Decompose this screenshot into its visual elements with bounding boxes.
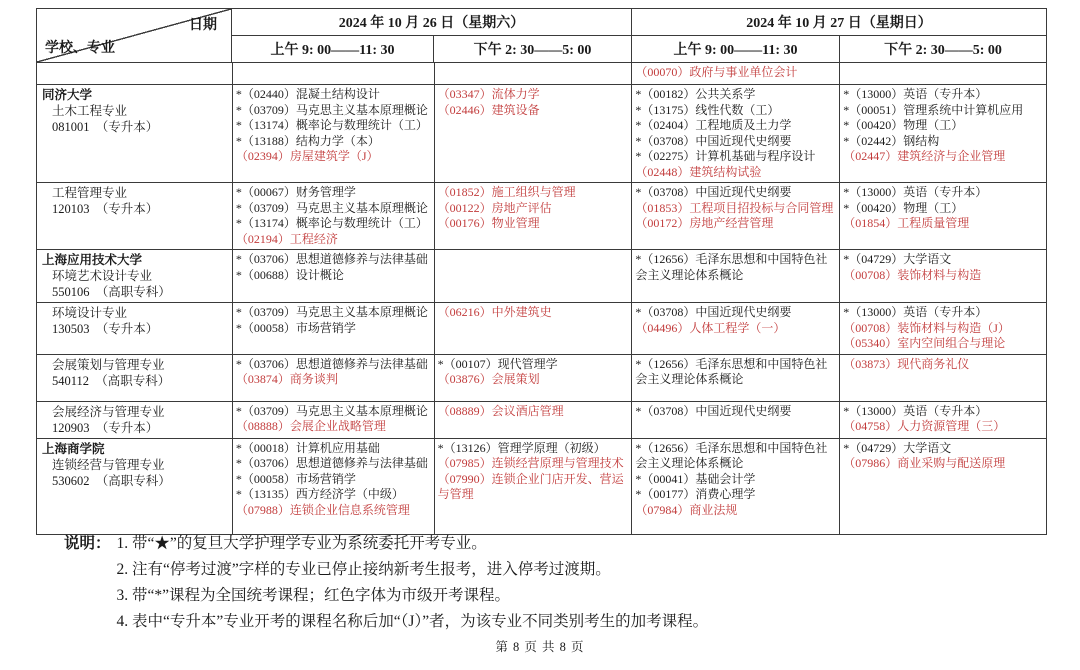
text-line: 130503 （专升本） <box>52 322 159 336</box>
date-sunday: 2024 年 10 月 27 日（星期日） <box>632 9 1047 36</box>
notes-items <box>117 531 709 635</box>
text-line: （00708）装饰材料与构造（J） <box>843 320 1010 335</box>
text-line: *（03706）思想道德修养与法律基础 <box>235 456 428 470</box>
text-line: （02394）房屋建筑学（J） <box>235 149 379 163</box>
courses-sat-pm <box>435 85 633 183</box>
school-cell <box>37 250 233 303</box>
text-line: *（13174）概率论与数理统计（工） <box>235 118 428 132</box>
text-line: （07988）连锁企业信息系统管理 <box>235 502 410 517</box>
text-line: （02448）建筑结构试验 <box>635 164 762 179</box>
text-line: *（13126）管理学原理（初级） <box>437 440 606 455</box>
text-line: （05340）室内空间组合与理论 <box>843 336 1006 350</box>
text-line: 会展经济与管理专业 <box>52 404 165 419</box>
text-line: 530602 （高职专科） <box>52 473 171 488</box>
school-cell <box>37 439 233 535</box>
text-line: （02446）建筑设备 <box>437 102 540 117</box>
header-right <box>232 9 1047 63</box>
text-line: 会展策划与管理专业 <box>52 357 165 372</box>
text-line: （03873）现代商务礼仪 <box>843 356 970 371</box>
courses-sun-pm <box>840 63 1047 85</box>
text-line: *（02275）计算机基础与程序设计 <box>635 149 816 163</box>
text-line: *（00018）计算机应用基础 <box>235 440 380 455</box>
courses-sat-pm <box>435 183 633 250</box>
text-line: *（03709）马克思主义基本原理概论 <box>235 403 428 418</box>
text-line: （07986）商业采购与配送原理 <box>843 456 1006 470</box>
text-line: （07990）连锁企业门店开发、营运与管理 <box>437 471 624 501</box>
text-line: *（03708）中国近现代史纲要 <box>635 305 792 319</box>
text-line: *（03708）中国近现代史纲要 <box>635 185 792 199</box>
courses-sun-pm <box>840 402 1047 439</box>
text-line: （03876）会展策划 <box>437 372 540 386</box>
note-item: 2. 注有“停考过渡”字样的专业已停止接纳新考生报考，进入停考过渡期。 <box>116 561 611 578</box>
text-line: *（13174）概率论与数理统计（工） <box>235 216 428 230</box>
text-line: *（00420）物理（工） <box>843 200 964 215</box>
text-line: *（13000）英语（专升本） <box>843 185 988 199</box>
text-line: 550106 （高职专科） <box>52 285 171 299</box>
school-name: 上海应用技术大学 <box>42 253 143 267</box>
courses-sun-am <box>632 85 840 183</box>
date-saturday: 2024 年 10 月 26 日（星期六） <box>232 9 632 36</box>
text-line: *（03709）马克思主义基本原理概论 <box>235 305 428 319</box>
text-line: *（03709）马克思主义基本原理概论 <box>235 200 428 215</box>
text-line: *（02442）钢结构 <box>843 133 940 148</box>
text-line: *（03706）思想道德修养与法律基础 <box>235 252 428 266</box>
date-header-label: 日期 <box>189 18 217 33</box>
text-line: （07985）连锁经营原理与管理技术 <box>437 456 624 470</box>
school-name: 上海商学院 <box>42 441 105 456</box>
courses-sat-am <box>233 303 435 355</box>
text-line: *（13000）英语（专升本） <box>843 87 988 101</box>
text-line: 120103 （专升本） <box>52 202 159 216</box>
notes-label: 说明： <box>64 535 111 552</box>
text-line: *（00058）市场营销学 <box>235 320 356 335</box>
corner-diagonal-cell <box>37 9 232 63</box>
text-line: *（03708）中国近现代史纲要 <box>635 133 792 148</box>
text-line: *（00051）管理系统中计算机应用 <box>843 102 1024 117</box>
text-line: *（00067）财务管理学 <box>235 185 356 199</box>
courses-sun-am <box>632 355 840 402</box>
text-line: 120903 （专升本） <box>52 420 159 435</box>
text-line: 工程管理专业 <box>52 186 128 200</box>
courses-sun-am <box>632 63 840 85</box>
text-line: 土木工程专业 <box>52 104 128 118</box>
session-sat-am: 上午 9: 00——11: 30 <box>232 36 434 63</box>
courses-sat-pm <box>435 250 633 303</box>
text-line: *（00058）市场营销学 <box>235 471 356 486</box>
session-sun-am: 上午 9: 00——11: 30 <box>632 36 840 63</box>
session-row <box>232 36 1047 63</box>
courses-sat-pm <box>435 355 633 402</box>
courses-sun-am <box>632 250 840 303</box>
text-line: *（12656）毛泽东思想和中国特色社会主义理论体系概论 <box>635 440 828 470</box>
text-line: （01852）施工组织与管理 <box>437 185 576 199</box>
table-row <box>37 250 1047 303</box>
text-line: （00176）物业管理 <box>437 216 540 230</box>
courses-sat-am <box>233 355 435 402</box>
note-item: 1. 带“★”的复旦大学护理学专业为系统委托开考专业。 <box>116 535 487 552</box>
text-line: *（02440）混凝土结构设计 <box>235 87 380 101</box>
text-line: *（03708）中国近现代史纲要 <box>635 403 792 418</box>
text-line: （00172）房地产经营管理 <box>635 216 774 230</box>
session-sun-pm: 下午 2: 30——5: 00 <box>840 36 1047 63</box>
courses-sun-pm <box>840 85 1047 183</box>
text-line: *（13175）线性代数（工） <box>635 102 780 117</box>
courses-sun-pm <box>840 355 1047 402</box>
table-row <box>37 355 1047 402</box>
courses-sat-am <box>233 85 435 183</box>
text-line: 环境设计专业 <box>52 306 128 320</box>
text-line: 环境艺术设计专业 <box>52 269 153 283</box>
courses-sat-pm <box>435 303 633 355</box>
text-line: （02447）建筑经济与企业管理 <box>843 149 1006 163</box>
text-line: （04496）人体工程学（一） <box>635 320 786 335</box>
school-cell <box>37 355 233 402</box>
text-line: （08889）会议酒店管理 <box>437 403 564 418</box>
text-line: *（13000）英语（专升本） <box>843 305 988 319</box>
text-line: （07984）商业法规 <box>635 502 738 517</box>
table-row <box>37 63 1047 85</box>
text-line: *（00177）消费心理学 <box>635 487 756 501</box>
session-sat-pm: 下午 2: 30——5: 00 <box>434 36 632 63</box>
exam-schedule-table <box>36 8 1047 535</box>
text-line: *（00688）设计概论 <box>235 267 344 282</box>
text-line: *（03709）马克思主义基本原理概论 <box>235 102 428 117</box>
courses-sat-pm <box>435 63 633 85</box>
courses-sun-am <box>632 439 840 535</box>
table-row <box>37 85 1047 183</box>
courses-sun-pm <box>840 250 1047 303</box>
school-cell <box>37 85 233 183</box>
table-header <box>37 9 1047 63</box>
school-cell <box>37 63 233 85</box>
note-item: 4. 表中“专升本”专业开考的课程名称后加“（J）”者，为该专业不同类别考生的加考课程。 <box>116 613 709 630</box>
text-line: *（13188）结构力学（本） <box>235 133 380 148</box>
text-line: *（13135）西方经济学（中级） <box>235 487 404 501</box>
school-major-header-label: 学校、专业 <box>45 41 115 56</box>
courses-sat-am <box>233 402 435 439</box>
text-line: （00122）房地产评估 <box>437 200 552 215</box>
text-line: *（00107）现代管理学 <box>437 356 558 371</box>
note-item: 3. 带“*”课程为全国统考课程；红色字体为市级开考课程。 <box>116 587 511 604</box>
courses-sat-pm <box>435 402 633 439</box>
courses-sun-pm <box>840 183 1047 250</box>
courses-sat-pm <box>435 439 633 535</box>
text-line: （00708）装饰材料与构造 <box>843 267 982 282</box>
school-cell <box>37 402 233 439</box>
text-line: *（00420）物理（工） <box>843 118 964 132</box>
text-line: *（00182）公共关系学 <box>635 87 756 101</box>
school-cell <box>37 183 233 250</box>
text-line: *（03706）思想道德修养与法律基础 <box>235 356 428 371</box>
table-row <box>37 439 1047 535</box>
text-line: （01854）工程质量管理 <box>843 216 970 230</box>
courses-sat-am <box>233 183 435 250</box>
school-cell <box>37 303 233 355</box>
courses-sun-am <box>632 183 840 250</box>
text-line: 连锁经营与管理专业 <box>52 457 165 472</box>
courses-sun-am <box>632 402 840 439</box>
text-line: （01853）工程项目招投标与合同管理 <box>635 200 834 215</box>
text-line: *（12656）毛泽东思想和中国特色社会主义理论体系概论 <box>635 356 828 386</box>
table-row <box>37 183 1047 250</box>
text-line: *（04729）大学语文 <box>843 252 952 266</box>
text-line: 540112 （高职专科） <box>52 373 171 388</box>
text-line: （06216）中外建筑史 <box>437 305 552 319</box>
text-line: （03874）商务谈判 <box>235 372 338 386</box>
text-line: *（00041）基础会计学 <box>635 471 756 486</box>
text-line: *（04729）大学语文 <box>843 440 952 455</box>
text-line: （00070）政府与事业单位会计 <box>635 65 798 79</box>
table-row <box>37 303 1047 355</box>
text-line: *（13000）英语（专升本） <box>843 403 988 418</box>
date-row <box>232 9 1047 36</box>
table-row <box>37 402 1047 439</box>
courses-sat-am <box>233 439 435 535</box>
courses-sun-pm <box>840 439 1047 535</box>
text-line: （02194）工程经济 <box>235 231 338 246</box>
courses-sun-pm <box>840 303 1047 355</box>
courses-sun-am <box>632 303 840 355</box>
notes-section <box>64 531 1044 635</box>
text-line: （04758）人力资源管理（三） <box>843 419 1006 433</box>
text-line: （03347）流体力学 <box>437 87 540 101</box>
text-line: 081001 （专升本） <box>52 120 159 134</box>
page-number: 第 8 页 共 8 页 <box>495 640 585 654</box>
text-line: *（02404）工程地质及土力学 <box>635 118 792 132</box>
text-line: （08888）会展企业战略管理 <box>235 419 386 433</box>
school-name: 同济大学 <box>42 88 93 102</box>
courses-sat-am <box>233 63 435 85</box>
courses-sat-am <box>233 250 435 303</box>
text-line: *（12656）毛泽东思想和中国特色社会主义理论体系概论 <box>635 252 828 282</box>
